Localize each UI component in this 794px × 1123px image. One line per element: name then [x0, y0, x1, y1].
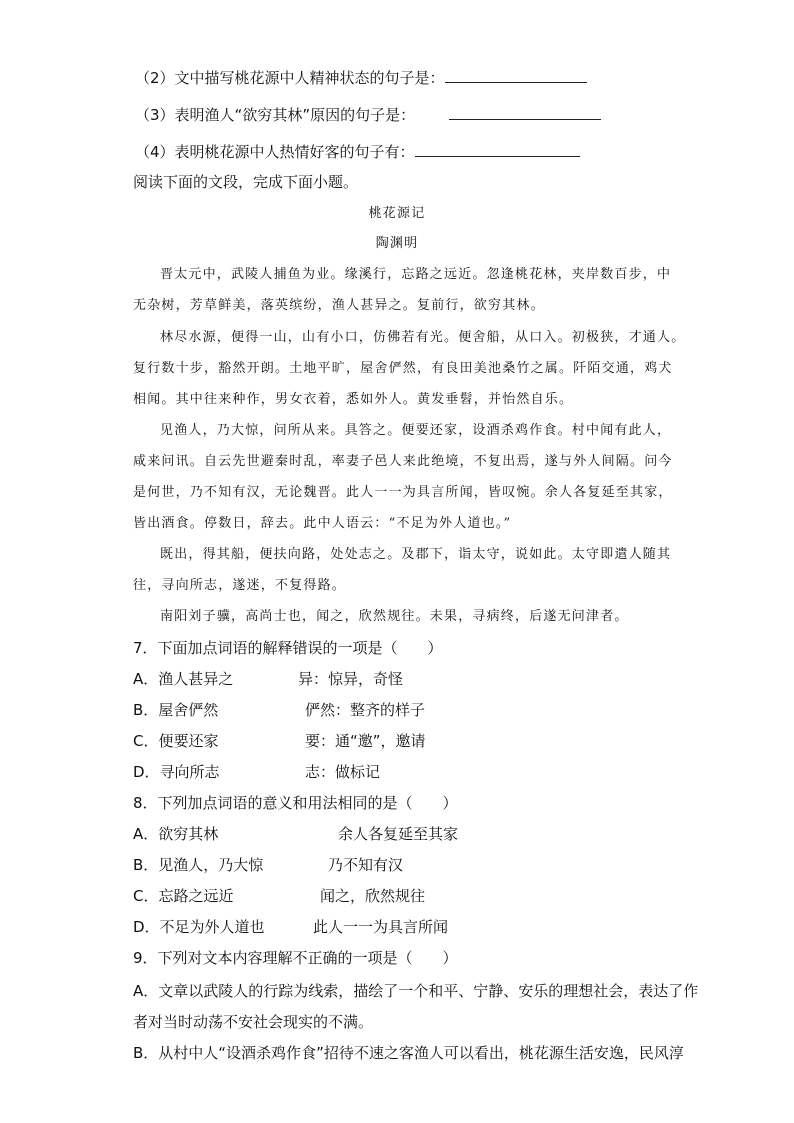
article-line: 复行数十步，豁然开朗。土地平旷，屋舍俨然，有良田美池桑竹之属。阡陌交通，鸡犬	[133, 361, 673, 376]
answer-blank[interactable]	[449, 104, 601, 120]
answer-blank[interactable]	[445, 67, 587, 83]
q7-option-d[interactable]: D．寻向所志 志：做标记	[133, 763, 381, 781]
article-line: 是何世，乃不知有汉，无论魏晋。此人一一为具言所闻，皆叹惋。余人各复延至其家，	[133, 485, 673, 500]
q8-option-b[interactable]: B．见渔人，乃大惊 乃不知有汉	[133, 856, 404, 874]
article-author: 陶渊明	[375, 236, 419, 251]
fill-question-3: （3）表明渔人“欲穷其林”原因的句子是：	[135, 104, 601, 125]
question-9-stem: 9．下列对文本内容理解不正确的一项是（ ）	[133, 949, 458, 967]
q9-option-a-cont: 者对当时动荡不安社会现实的不满。	[133, 1013, 374, 1031]
q8-option-d[interactable]: D．不足为外人道也 此人一一为具言所闻	[133, 918, 449, 936]
article-line: 相闻。其中往来种作，男女衣着，悉如外人。黄发垂髫，并怡然自乐。	[133, 392, 574, 407]
article-line: 见渔人，乃大惊，问所从来。具答之。便要还家，设酒杀鸡作食。村中闻有此人，	[160, 423, 672, 438]
q8-option-c[interactable]: C．忘路之远近 闻之，欣然规往	[133, 887, 426, 905]
q7-option-c[interactable]: C．便要还家 要：通“邀”，邀请	[133, 732, 426, 750]
article-line: 林尽水源，便得一山，山有小口，仿佛若有光。便舍船，从口入。初极狭，才通人。	[160, 330, 686, 345]
article-line: 晋太元中，武陵人捕鱼为业。缘溪行，忘路之远近。忽逢桃花林，夹岸数百步，中	[160, 267, 672, 282]
q8-option-a[interactable]: A．欲穷其林 余人各复延至其家	[133, 825, 459, 843]
answer-blank[interactable]	[415, 141, 580, 157]
q9-option-b[interactable]: B．从村中人“设酒杀鸡作食”招待不速之客渔人可以看出，桃花源生活安逸，民风淳	[133, 1044, 684, 1062]
q7-option-b[interactable]: B．屋舍俨然 俨然：整齐的样子	[133, 701, 426, 719]
question-7-stem: 7．下面加点词语的解释错误的一项是（ ）	[133, 639, 443, 657]
article-line: 咸来问讯。自云先世避秦时乱，率妻子邑人来此绝境，不复出焉，遂与外人间隔。问今	[133, 454, 673, 469]
article-line: 往，寻向所志，遂迷，不复得路。	[133, 578, 347, 593]
reading-instruction: 阅读下面的文段，完成下面小题。	[133, 173, 359, 191]
fill-question-4: （4）表明桃花源中人热情好客的句子有：	[135, 141, 580, 162]
article-title: 桃花源记	[368, 206, 426, 221]
article-line: 皆出酒食。停数日，辞去。此中人语云：“不足为外人道也。”	[133, 516, 512, 531]
q9-option-a[interactable]: A．文章以武陵人的行踪为线索，描绘了一个和平、宁静、安乐的理想社会，表达了作	[133, 982, 699, 1000]
q7-option-a[interactable]: A．渔人甚异之 异：惊异，奇怪	[133, 670, 404, 688]
question-8-stem: 8．下列加点词语的意义和用法相同的是（ ）	[133, 794, 458, 812]
article-line: 无杂树，芳草鲜美，落英缤纷，渔人甚异之。复前行，欲穷其林。	[133, 298, 545, 313]
fill-question-2: （2）文中描写桃花源中人精神状态的句子是：	[135, 67, 587, 88]
article-line: 既出，得其船，便扶向路，处处志之。及郡下，诣太守，说如此。太守即遣人随其	[160, 547, 672, 562]
article-line: 南阳刘子骥，高尚士也，闻之，欣然规往。未果，寻病终，后遂无问津者。	[160, 609, 629, 624]
